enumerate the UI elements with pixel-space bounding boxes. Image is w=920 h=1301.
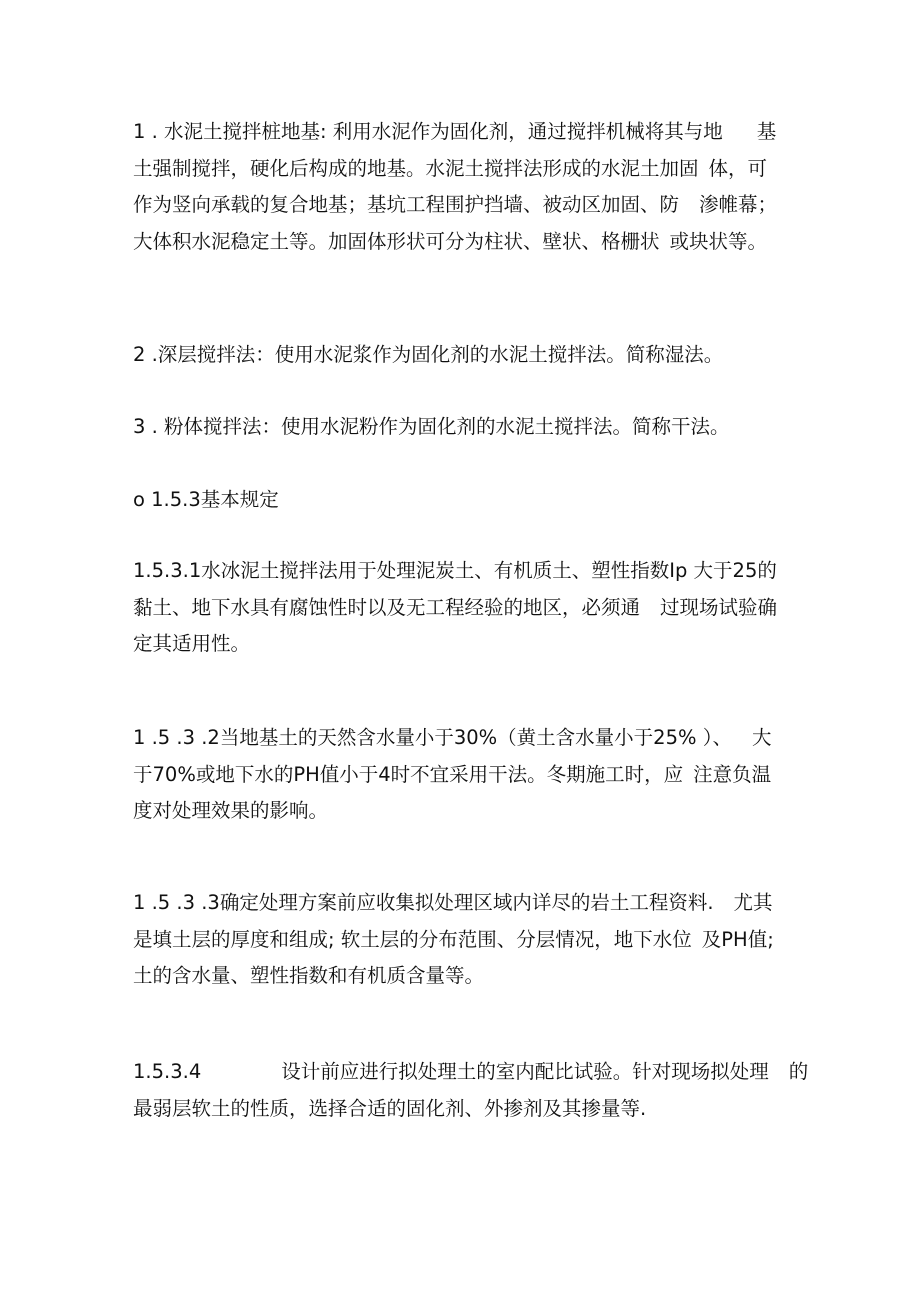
paragraph-line: 度对处理效果的影响。 xyxy=(133,799,329,822)
paragraph-line: 定其适用性。 xyxy=(133,632,251,655)
paragraph-line: 1 . 水泥土搅拌桩地基: 利用水泥作为固化剂，通过搅拌机械将其与地 基 xyxy=(133,120,777,143)
paragraph-line: 作为竖向承载的复合地基；基坑工程围护挡墙、被动区加固、防 渗帷幕； xyxy=(133,193,778,216)
paragraph-line: 1 .5 .3 .2当地基土的天然含水量小于30%（黄土含水量小于25% ）、 大 xyxy=(133,726,772,749)
paragraph-5 xyxy=(133,553,793,663)
paragraph-7 xyxy=(133,885,793,995)
paragraph-2 xyxy=(133,337,793,374)
paragraph-line: 最弱层软土的性质，选择合适的固化剂、外掺剂及其掺量等. xyxy=(133,1096,647,1120)
paragraph-8 xyxy=(133,1054,809,1127)
paragraph-6 xyxy=(133,720,793,830)
paragraph-line: 黏土、地下水具有腐蚀性时以及无工程经验的地区，必须通 过现场试验确 xyxy=(133,595,778,619)
section-heading-text: o 1.5.3基本规定 xyxy=(133,488,279,511)
paragraph-line: 于70%或地下水的PH值小于4时不宜采用干法。冬期施工时，应 注意负温 xyxy=(133,762,772,786)
paragraph-3 xyxy=(133,409,793,446)
paragraph-line: 1 .5 .3 .3确定处理方案前应收集拟处理区域内详尽的岩土工程资料. 尤其 xyxy=(133,891,773,914)
paragraph-line: 2 .深层搅拌法：使用水泥浆作为固化剂的水泥土搅拌法。简称湿法。 xyxy=(133,343,724,366)
section-heading xyxy=(133,482,793,519)
paragraph-line: 大体积水泥稳定土等。加固体形状可分为柱状、壁状、格栅状 或块状等。 xyxy=(133,229,768,253)
paragraph-line: 1.5.3.4 设计前应进行拟处理土的室内配比试验。针对现场拟处理 的 xyxy=(133,1060,809,1083)
paragraph-line: 3 . 粉体搅拌法：使用水泥粉作为固化剂的水泥土搅拌法。简称干法。 xyxy=(133,415,730,438)
paragraph-line: 土的含水量、塑性指数和有机质含量等。 xyxy=(133,964,485,987)
paragraph-line: 是填土层的厚度和组成; 软土层的分布范围、分层情况，地下水位 及PH值; xyxy=(133,927,774,951)
paragraph-line: 1.5.3.1水冰泥土搅拌法用于处理泥炭土、有机质土、塑性指数Ip 大于25的 xyxy=(133,559,777,582)
paragraph-line: 土强制搅拌，硬化后构成的地基。水泥土搅拌法形成的水泥土加固 体，可 xyxy=(133,156,768,180)
paragraph-1 xyxy=(133,114,793,260)
